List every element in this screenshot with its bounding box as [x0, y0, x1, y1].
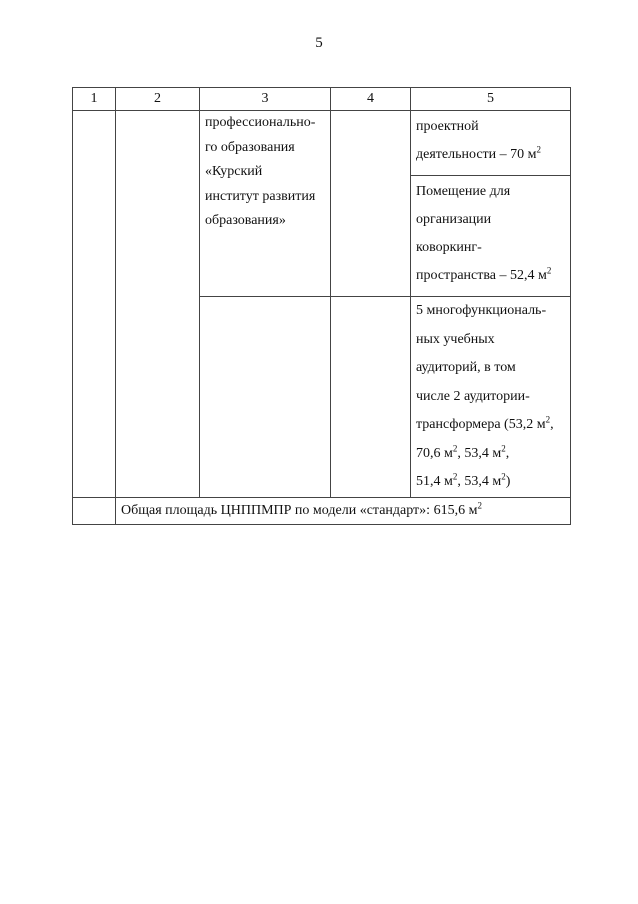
- classrooms-text: ,: [505, 445, 510, 461]
- header-cell-5: 5: [411, 88, 571, 111]
- superscript: 2: [501, 442, 506, 453]
- area-table: [72, 87, 571, 525]
- header-cell-2: 2: [116, 88, 200, 111]
- classrooms-text: 51,4 м: [416, 474, 453, 489]
- classrooms-line: аудиторий, в том: [416, 360, 516, 375]
- classrooms-text: ): [505, 474, 511, 489]
- superscript: 2: [452, 471, 458, 482]
- premises-project: [411, 111, 570, 175]
- header-cell-3: 3: [200, 88, 331, 111]
- header-cell-4: 4: [331, 88, 411, 111]
- institution-line: образования»: [205, 213, 286, 228]
- institution-line: го образования: [205, 139, 295, 155]
- cell-col4-empty: [331, 297, 411, 498]
- superscript: 2: [452, 442, 458, 453]
- total-col1: [73, 497, 116, 524]
- cell-col3-empty: [200, 297, 331, 498]
- superscript: 2: [477, 499, 482, 510]
- classrooms-text: трансформера (53,2 м: [416, 417, 546, 432]
- classrooms-line: [416, 440, 565, 469]
- premises-line: проектной: [416, 119, 479, 134]
- superscript: 2: [501, 471, 506, 482]
- classrooms-line: [416, 411, 565, 440]
- classrooms-line: числе 2 аудитории-: [416, 388, 530, 404]
- premises-text: деятельности – 70 м: [416, 147, 537, 162]
- table-row: [73, 111, 571, 297]
- classrooms-text: , 53,4 м: [457, 474, 502, 489]
- superscript: 2: [536, 144, 542, 155]
- table-total-row: [73, 497, 571, 524]
- institution-line: профессионально-: [205, 115, 316, 130]
- classrooms-line: [416, 468, 565, 497]
- page-number: 5: [315, 35, 323, 51]
- cell-col1: [73, 111, 116, 498]
- total-area-cell: [116, 497, 571, 524]
- cell-col2: [116, 111, 200, 498]
- premises-line: организации: [416, 212, 492, 227]
- classrooms-text: , 53,4 м: [457, 445, 502, 461]
- superscript: 2: [545, 414, 551, 425]
- premises-coworking: [411, 175, 570, 296]
- cell-institution: [200, 111, 331, 297]
- superscript: 2: [546, 265, 552, 276]
- institution-line: институт развития: [205, 188, 316, 204]
- cell-classrooms: [411, 297, 571, 498]
- premises-line: коворкинг-: [416, 240, 482, 255]
- classrooms-text: ,: [550, 417, 554, 432]
- institution-line: «Курский: [205, 164, 263, 179]
- table-header-row: [73, 88, 571, 111]
- classrooms-line: 5 многофункциональ-: [416, 303, 547, 318]
- premises-line: [416, 262, 565, 290]
- premises-line: [416, 141, 565, 169]
- premises-line: Помещение для: [416, 184, 511, 199]
- classrooms-text: 70,6 м: [416, 445, 453, 461]
- cell-premises: [411, 111, 571, 297]
- premises-text: пространства – 52,4 м: [416, 268, 547, 283]
- cell-col4: [331, 111, 411, 297]
- header-cell-1: 1: [73, 88, 116, 111]
- total-area-text: Общая площадь ЦНППМПР по модели «стандарт»: 615,6 м: [121, 502, 478, 518]
- classrooms-line: ных учебных: [416, 331, 495, 347]
